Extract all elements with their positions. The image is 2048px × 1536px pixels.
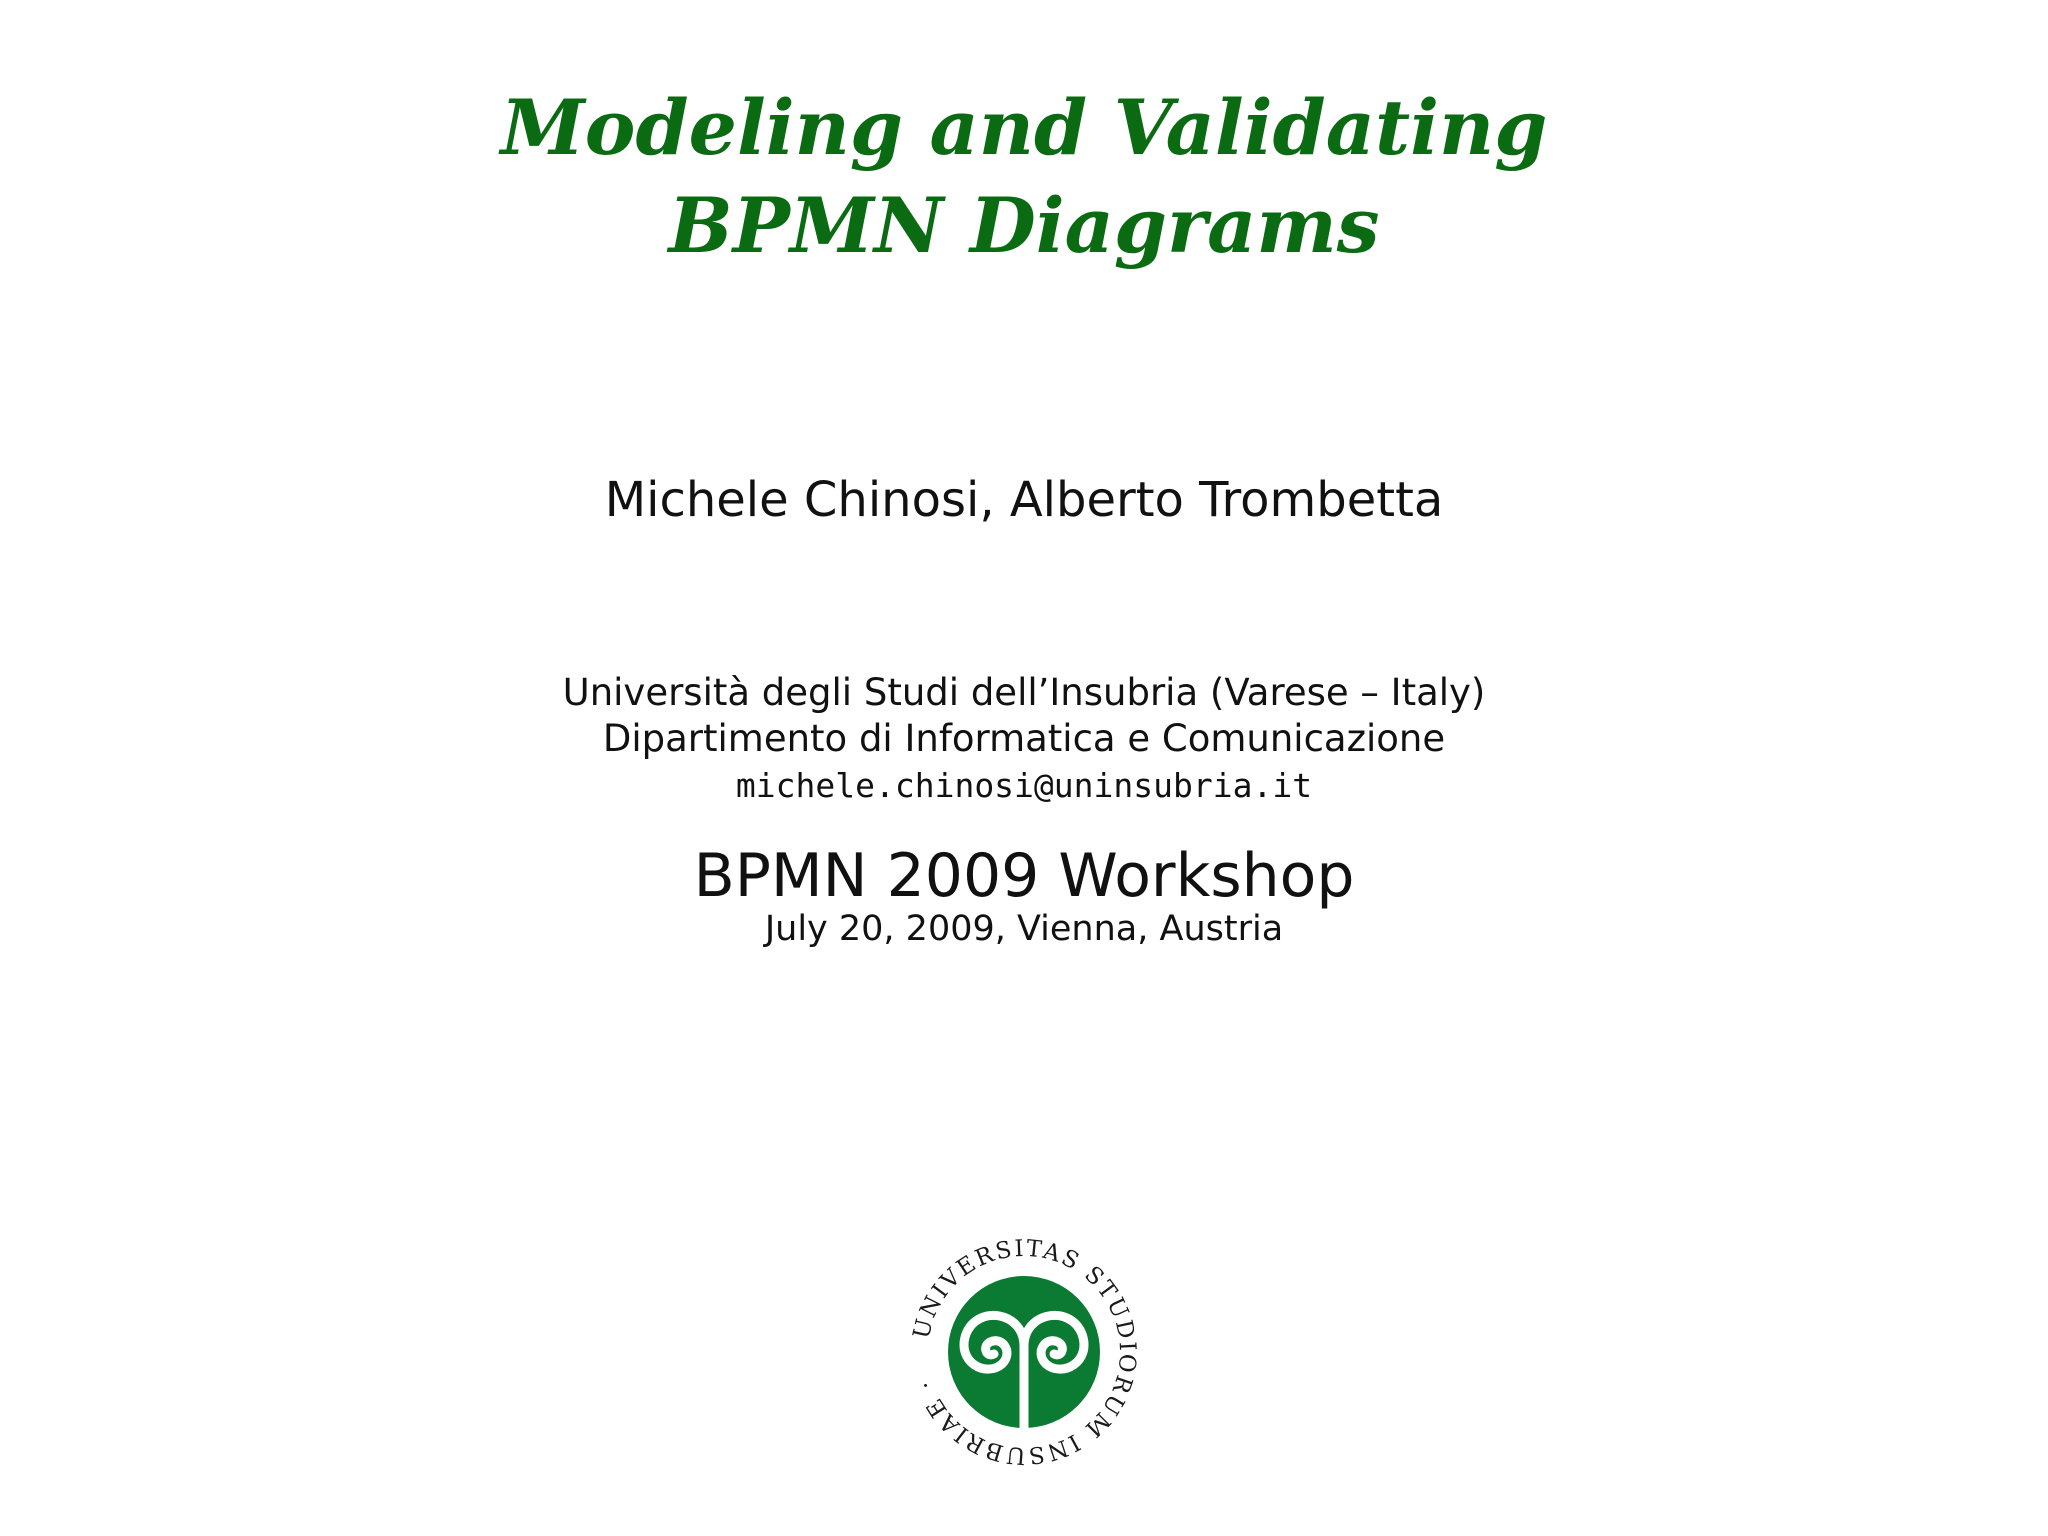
- seal-ring-text: UNIVERSITAS STUDIORUM INSUBRIAE ·: [908, 1235, 1141, 1469]
- event-name: BPMN 2009 Workshop: [693, 841, 1355, 911]
- authors: Michele Chinosi, Alberto Trombetta: [604, 472, 1444, 528]
- slide-title-line-1: Modeling and Validating: [500, 83, 1548, 172]
- university-name: Università degli Studi dell’Insubria (Varese – Italy): [562, 671, 1486, 714]
- event-date-place: July 20, 2009, Vienna, Austria: [764, 909, 1284, 949]
- author-email: michele.chinosi@uninsubria.it: [735, 766, 1313, 805]
- department-name: Dipartimento di Informatica e Comunicazione: [602, 717, 1446, 760]
- slide-title-line-2: BPMN Diagrams: [668, 181, 1380, 270]
- university-seal-logo: [906, 1234, 1142, 1470]
